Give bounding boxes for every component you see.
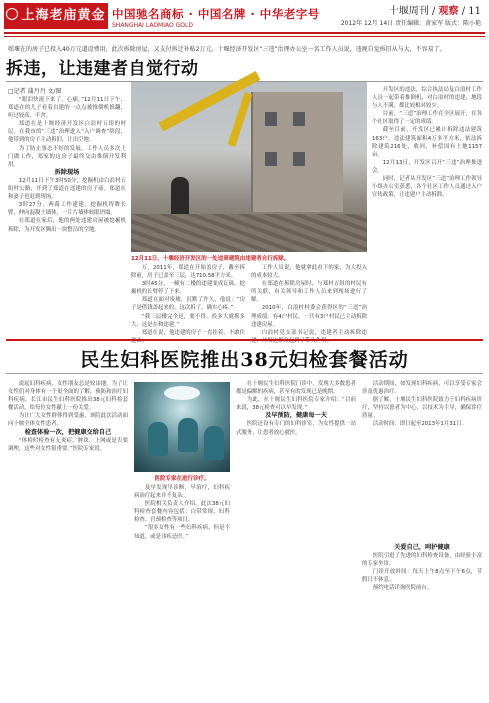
article1-column-4 <box>372 86 482 336</box>
paragraph: 为此，在十堰民生妇科医院专家介绍：“目前来说，38元检查可以早发现。” <box>236 397 356 412</box>
photo-doctor <box>148 422 168 456</box>
page-header <box>0 0 489 40</box>
article2-column-4 <box>362 380 482 540</box>
paragraph: 医院相关负责人介绍，此次38元妇科检查套餐内容包括：白带常规、妇科检查、宫颈检查等项目。 <box>134 501 230 524</box>
paragraph: 3时27分，两幕工作建建。挖掘机挥舞长臂，伸向混凝土墙体，一片片墙体转眼坍塌。 <box>8 202 126 217</box>
article2-headline: 民生妇科医院推出38元妇检套餐活动 <box>80 349 409 371</box>
paragraph: 郑道在说，他违建的房子一直挂着，不敢住 <box>141 329 245 336</box>
brand-slogan-sub: SHANGHAI LAOMIAO GOLD <box>112 22 193 29</box>
article2-column-5 <box>362 544 482 698</box>
brand-slogan: 中国驰名商标 · 中国名牌 · 中华老字号 <box>112 7 320 21</box>
paragraph: 工作人员说，他就拿此看下的家，为大投入的成本较大。 <box>251 265 367 280</box>
article2-subhead: 检查体验一次，把健康交给自己 <box>24 428 112 436</box>
paragraph: 郑道在是十堰经济开发区白浪村五组的村民。在我市的“三违”治理进入“入户调查”阶段，他带到的房子主动拆旧，让出空地。 <box>8 121 126 144</box>
paragraph: 活动时间：即日起至2013年1月31日。 <box>372 421 467 428</box>
surgical-lamp <box>164 386 200 400</box>
paragraph: 为了防止事态不好的发展，工作人员多次上门做工作，郑家的这房子最终交由推倒开发利用。 <box>8 145 126 168</box>
section-name: 观察 <box>438 6 459 17</box>
paragraph: 说起妇科疾病，女性朋友总是较讳地，为了让女性们对身体有一个更全面的了解，预防和治疗妇科疾病，长江市民生妇科医院推出38元妇科检套餐活动，给每位女性献上一份关爱。 <box>8 381 128 412</box>
paragraph: 在十堰民生妇科医院门诊中，发现大多数患者都是偏解的疾病，甚至有的发现已是晚期。 <box>236 381 356 396</box>
paragraph: “很多女性有一些妇科疾病，但是不知道，或是讳疾忌医。” <box>134 525 230 540</box>
paper-name: 十堰周刊 <box>388 6 429 17</box>
page-number: 11 <box>468 6 481 17</box>
paragraph: 万，2011年，郑道在开始盖房子，戴至拆除前，房子已盖至三层，达710.58平方米。 <box>131 265 245 280</box>
photo-window <box>265 112 277 126</box>
paragraph: 郑道在面对废墟，沉默了许久，他说：“房子是借钱盖起来的，这次拆了，确实心疼。” <box>131 297 245 312</box>
paragraph: 预约电话详询医院前台。 <box>372 585 433 592</box>
photo1-caption: 12月11日，十堰经济开发区的一处违章建筑由违建者自行拆除。 <box>131 256 290 262</box>
seal-icon <box>6 8 18 20</box>
paper-masthead: 十堰周刊 / 观察 / 11 <box>388 6 481 17</box>
paragraph: 在郑道在家后，他的两处违建房屋被挖掘机拆除，为开发区腾出一块整洁的空地。 <box>8 218 126 233</box>
article2-subhead: 及早预防，健康每一天 <box>265 412 327 420</box>
logo-text: 上海老庙黄金 <box>21 8 106 23</box>
header-divider <box>4 32 485 34</box>
paragraph: 在郑道在拆除房屋时，与郑村五组的村民有所关联，有关领导和工作人员来到现场进行了解。 <box>251 281 367 304</box>
paragraph: 12月13日，开发区召开“三违”治理推进会。 <box>372 159 482 174</box>
photo-window <box>293 152 305 166</box>
paragraph: 医院引进了先进的妇科检查设备，由经验丰富的专家坐诊。 <box>362 553 482 568</box>
paragraph: 目前，“三违”治理工作在全区展开，在各个社区取得了一定的成绩。 <box>372 111 482 126</box>
paragraph: 12月11日下午3时50分，挖掘机由白浪村五组村公路，开到了郑道在违建的房子前。郑道在和妻子也赶到现场。 <box>8 177 126 201</box>
paragraph: 门诊开放时间：每天上午8点至下午6点，节假日不休息。 <box>362 569 482 584</box>
article-separator <box>6 339 483 341</box>
article1-byline: □记者 蒲丹丹 文/图 <box>8 88 62 95</box>
laomiao-gold-logo <box>4 3 108 29</box>
article2-column-2 <box>134 484 230 698</box>
paragraph: 医院还设有专门的妇科诊室，为女性提供一站式服务，让患者放心就医。 <box>236 421 356 436</box>
photo-rubble <box>131 214 367 252</box>
header-divider-thin <box>4 36 485 37</box>
photo-doctor <box>204 426 224 460</box>
article1-headline: 拆违，让违建者自觉行动 <box>6 59 199 79</box>
excavator-bucket <box>228 92 253 147</box>
paragraph: “我三层楼完全是，要不得。投多大就拆多大，这是在和违建。” <box>131 313 245 328</box>
article2-divider <box>6 373 483 374</box>
photo2-caption: 医院专家在进行诊疗。 <box>154 476 210 482</box>
paragraph: 2010年，白浪村村委会获得区的“三违”治理成绩。有4户村民，一共有3户村民已主动拆除违建房屋。 <box>251 305 367 328</box>
article2-column-1 <box>8 380 128 698</box>
paragraph: “体检时检查有无炎症、肿块、上网或是否要调理，这些对女性很重要。”医院专家说。 <box>8 437 128 452</box>
article1-column-3 <box>251 264 367 336</box>
paragraph: 3时45分，一幢有二楼的违建变成瓦砾，挖掘机的长臂停了下来。 <box>131 281 245 296</box>
hospital-photo <box>134 382 230 472</box>
article1-deck: 郧堰在的房子已投入40万元道设费用，此次拆除房屋，又支付拆迁补贴2万元。十堰经济开发区“三违”治理办公室一名工作人员说，违规自觉拆旧从与大，不容易了。 <box>8 46 446 53</box>
article1-column-2 <box>131 264 245 336</box>
paragraph: 及早发现早诊断，早治疗，妇科疾病治疗起来并不复杂。 <box>134 485 230 500</box>
paragraph: 白浪村党支部书记说，违建者主动拆除违 <box>261 329 367 336</box>
photo-window <box>293 112 305 126</box>
photo-window <box>265 152 277 166</box>
demolition-photo <box>131 82 367 252</box>
photo-building <box>251 92 343 212</box>
paragraph: “眼泪快流下来了，心痛。”12月11日下午，郑道在的儿子看着自建的一点点被推倒机推翻，听过较高，不舍。 <box>8 97 126 120</box>
article2-column-3 <box>236 380 356 698</box>
paragraph: 开发区的违法，综合执法局复白浪村工作人员一起带着推倒机，对白浪村的违建，地段与人不满，都比较相对较少。 <box>372 87 482 110</box>
article2-subhead: 关爱自己，呵护健康 <box>394 544 450 551</box>
article1-column-1 <box>8 96 126 336</box>
paragraph: 为让广大女性群体得到受惠，该院此次活动面向十堰全体女性患者。 <box>8 413 128 428</box>
paragraph: 据了解，十堰民生妇科医院致力于妇科疾病诊疗，坚持以患者为中心，以技术为主导，确保诊疗质量。 <box>362 397 482 420</box>
paragraph: 截至目前，开发区已累计拆除违法建筑163户，违法建筑面积4万多平方米，依法拆除建筑216处，收回、补偿国有土地1157亩。 <box>372 127 482 158</box>
paragraph: 同时，记者从开发区“三违”治理工作领导小组办公室获悉，各个社区工作人员通过入户宣传政策，让违建户主动拆除。 <box>372 176 482 199</box>
photo-doctor <box>178 418 198 452</box>
paragraph: 活动期间，如发现妇科疾病，可以享受专家会诊及优惠治疗。 <box>362 381 482 396</box>
article1-subhead: 拆除现场 <box>54 168 80 176</box>
issue-info: 2012年 12月 14日 责任编辑：黄家军 版式：陈小艳 <box>340 20 481 27</box>
